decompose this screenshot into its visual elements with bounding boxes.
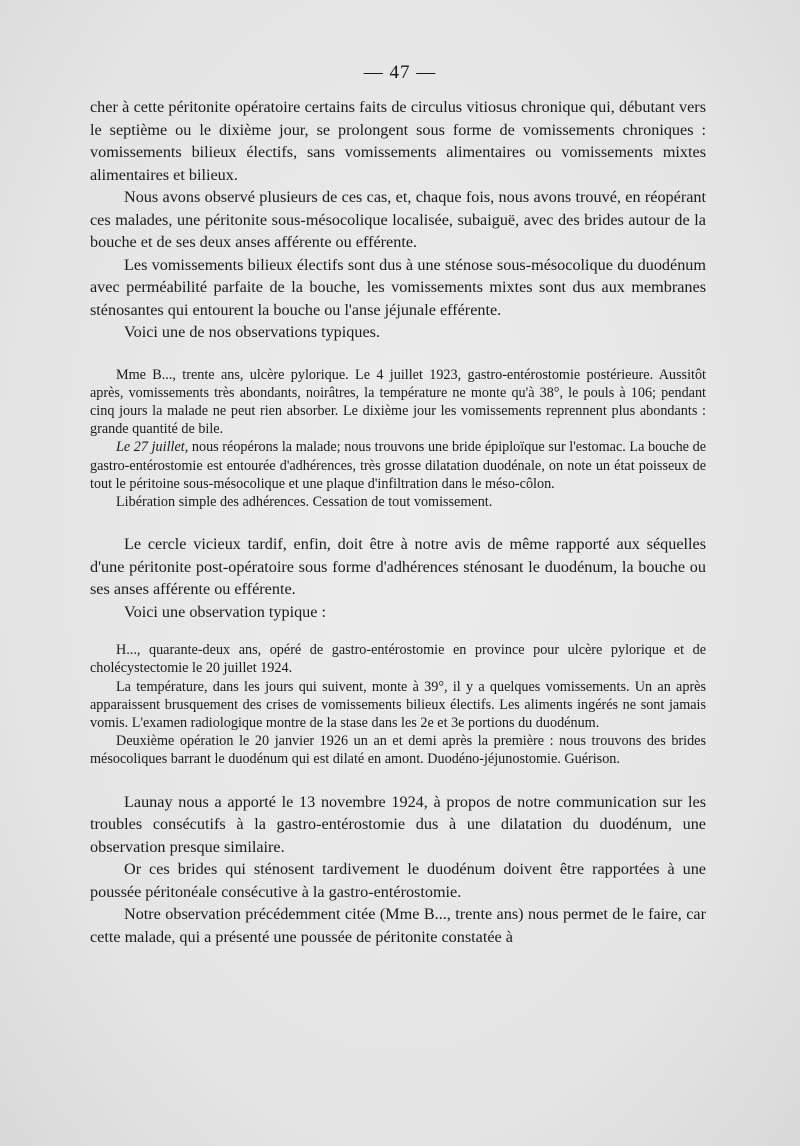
paragraph-2: Nous avons observé plusieurs de ces cas, et, chaque fois, nous avons trouvé, en réopérant ces malades, une péritonite sous-mésocolique localisée, subaiguë, avec des brides autour de la bouche et de ses deux anses afférente ou efférente. bbox=[90, 188, 706, 251]
spacer bbox=[90, 511, 706, 533]
paragraph-3: Les vomissements bilieux électifs sont dus à une sténose sous-mésocolique du duodénum avec perméabilité parfaite de la bouche, les vomissements mixtes sont dus aux membranes sténosantes qui entourent la bouche ou l'anse jéjunale efférente. bbox=[90, 255, 706, 319]
spacer bbox=[90, 769, 706, 791]
paragraph-9: Notre observation précédemment citée (Mme B..., trente ans) nous permet de le faire, car cette malade, qui a présenté une poussée de péritonite constatée à bbox=[90, 905, 706, 946]
paragraph-8: Or ces brides qui sténosent tardivement le duodénum doivent être rapportées à une poussée péritonéale consécutive à la gastro-entérostomie. bbox=[90, 860, 706, 901]
paragraph-4: Voici une de nos observations typiques. bbox=[124, 323, 380, 341]
paragraph-5: Le cercle vicieux tardif, enfin, doit être à notre avis de même rapporté aux séquelles d'une péritonite post-opératoire sous forme d'adhérences sténosant le duodénum, la bouche ou ses anses afférente ou efférente. bbox=[90, 535, 706, 599]
paragraph-7: Launay nous a apporté le 13 novembre 1924, à propos de notre communication sur les troubles consécutifs à la gastro-entérostomie dus à une dilatation du duodénum, une observation presque similaire. bbox=[90, 792, 706, 856]
observation-2-paragraph-1: H..., quarante-deux ans, opéré de gastro-entérostomie en province pour ulcère pylorique et de cholécystectomie le 20 juillet 1924. bbox=[90, 642, 706, 677]
body-text bbox=[90, 96, 706, 948]
observation-2-paragraph-3: Deuxième opération le 20 janvier 1926 un an et demi après la première : nous trouvons des brides mésocoliques barrant le duodénum qui est dilaté en amont. Duodéno-jéjunostomie. Guérison. bbox=[90, 733, 706, 768]
observation-1-paragraph-3: Libération simple des adhérences. Cessation de tout vomissement. bbox=[116, 493, 493, 510]
observation-1-paragraph-2 bbox=[90, 438, 706, 493]
observation-2-paragraph-2: La température, dans les jours qui suivent, monte à 39°, il y a quelques vomissements. Un an après apparaissent brusquement des crises de vomissements bilieux électifs. Les aliments ingérés ne sont jamais vomis. L'examen radiologique montre de la stase dans les 2e et 3e portions du duodénum. bbox=[90, 678, 706, 731]
paragraph-6: Voici une observation typique : bbox=[124, 602, 327, 621]
spacer bbox=[90, 623, 706, 641]
observation-2 bbox=[90, 641, 706, 768]
observation-1-paragraph-2-text: nous réopérons la malade; nous trouvons une bride épiploïque sur l'estomac. La bouche de gastro-entérostomie est entourée d'adhérences, très grosse dilatation duodénale, on note un état poisseux de tout le péritoine sous-mésocolique et une plaque d'infiltration dans le méso-côlon. bbox=[90, 439, 706, 492]
observation-1-date: Le 27 juillet, bbox=[116, 439, 189, 456]
spacer bbox=[90, 344, 706, 366]
page-number: — 47 — bbox=[363, 62, 437, 83]
observation-1-paragraph-1: Mme B..., trente ans, ulcère pylorique. Le 4 juillet 1923, gastro-entérostomie postérieure. Aussitôt après, vomissements très abondants, noirâtres, la température ne monte qu'à 38°, le pouls à 106; pendant cinq jours la malade ne peut rien absorber. Le dixième jour les vomissements reprennent plus abondants : grande quantité de bile. bbox=[90, 366, 706, 438]
observation-1 bbox=[90, 366, 706, 512]
paragraph-1: cher à cette péritonite opératoire certains faits de circulus vitiosus chronique qui, débutant vers le septième ou le dixième jour, se prolongent sous forme de vomissements chroniques : vomissements bilieux électifs, sans vomissements alimentaires ou vomissements mixtes alimentaires et bilieux. bbox=[90, 98, 706, 184]
